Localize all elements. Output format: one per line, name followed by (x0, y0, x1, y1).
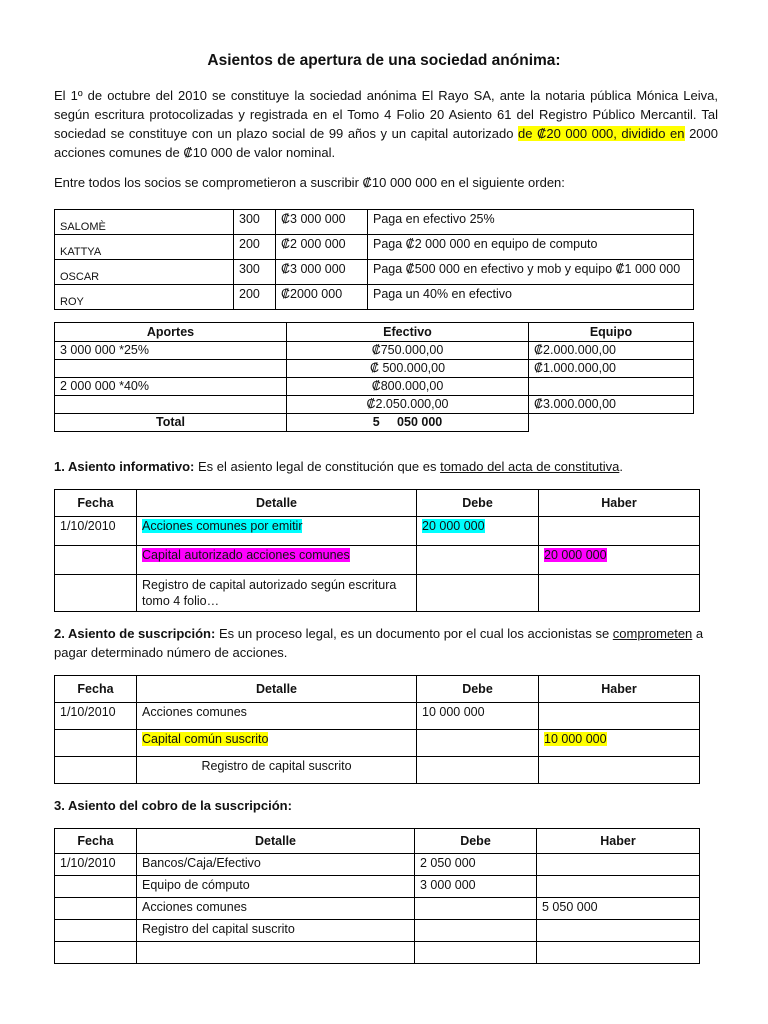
column-header: Detalle (137, 490, 417, 517)
date-cell (55, 546, 137, 575)
haber-cell (539, 546, 700, 575)
subscription-intro: Entre todos los socios se comprometieron a suscribir ₡10 000 000 en el siguiente orden: (54, 175, 565, 190)
equipo-cell: ₡1.000.000,00 (529, 360, 694, 378)
socio-monto: ₡2000 000 (276, 285, 368, 310)
column-header: Equipo (529, 323, 694, 342)
total-row (55, 414, 694, 432)
socio-detalle: Paga ₡500 000 en efectivo y mob y equipo ₡1 000 000 (368, 260, 694, 285)
detail-highlight: Capital común suscrito (142, 732, 269, 746)
efectivo-cell: ₡ 500.000,00 (287, 360, 529, 378)
debe-cell (417, 517, 539, 546)
socio-name: SALOMÈ (55, 210, 234, 235)
column-header: Detalle (137, 829, 415, 854)
debe-cell: 2 050 000 (415, 854, 537, 876)
section-label: 1. Asiento informativo: (54, 459, 195, 474)
socio-acciones: 300 (234, 210, 276, 235)
debe-cell (415, 920, 537, 942)
column-header: Haber (539, 676, 700, 703)
column-header: Debe (415, 829, 537, 854)
date-cell: 1/10/2010 (55, 703, 137, 730)
total-value: 5 050 000 (287, 414, 529, 432)
date-cell (55, 575, 137, 612)
haber-cell (537, 942, 700, 964)
empty-cell (529, 414, 694, 432)
efectivo-cell: ₡750.000,00 (287, 342, 529, 360)
detail-cell: Bancos/Caja/Efectivo (137, 854, 415, 876)
debe-cell (417, 546, 539, 575)
haber-highlight: 10 000 000 (544, 732, 607, 746)
socio-name: KATTYA (55, 235, 234, 260)
socio-name: OSCAR (55, 260, 234, 285)
table-row (55, 517, 700, 546)
intro-highlight: de ₡20 000 000, dividido en (517, 126, 685, 141)
table-row (55, 260, 694, 285)
socio-detalle: Paga en efectivo 25% (368, 210, 694, 235)
intro-text-2: 2000 acciones comunes de ₡10 000 de valor nominal. (54, 126, 718, 160)
table-row (55, 730, 700, 757)
debe-cell (417, 730, 539, 757)
table-row (55, 575, 700, 612)
intro-text-1: El 1º de octubre del 2010 se constituye la sociedad anónima El Rayo SA, ante la notaria pública Mónica Leiva, según escritura protocolizadas y registrada en el Tomo 4 Folio 20 Asiento 61 del Registro Público Mercantil. Tal sociedad se constituye con un plazo social de 99 años y un capital autorizado (54, 88, 718, 141)
haber-cell (539, 575, 700, 612)
table-row (55, 342, 694, 360)
detail-cell: Acciones comunes (137, 703, 417, 730)
haber-cell (539, 703, 700, 730)
table-row (55, 546, 700, 575)
section-3-heading (54, 796, 718, 815)
section-2-heading (54, 624, 718, 662)
detail-highlight: Acciones comunes por emitir (142, 519, 303, 533)
socio-monto: ₡2 000 000 (276, 235, 368, 260)
aportes-table (54, 322, 694, 432)
table-row (55, 396, 694, 414)
date-cell (55, 942, 137, 964)
table-row (55, 378, 694, 396)
detail-cell: Registro de capital autorizado según escritura tomo 4 folio… (137, 575, 417, 612)
detail-cell (137, 517, 417, 546)
table-header-row (55, 490, 700, 517)
section-label: 3. Asiento del cobro de la suscripción: (54, 798, 292, 813)
debe-cell (417, 575, 539, 612)
table-row (55, 757, 700, 784)
table-header-row (55, 676, 700, 703)
table-row (55, 235, 694, 260)
detail-cell (137, 942, 415, 964)
table-row (55, 360, 694, 378)
socio-acciones: 300 (234, 260, 276, 285)
socio-monto: ₡3 000 000 (276, 260, 368, 285)
total-label: Total (55, 414, 287, 432)
section-end: . (619, 459, 623, 474)
section-underline: tomado del acta de constitutiva (440, 459, 620, 474)
table-header-row (55, 829, 700, 854)
column-header: Fecha (55, 676, 137, 703)
table-row (55, 942, 700, 964)
socios-table (54, 209, 694, 310)
detail-cell: Equipo de cómputo (137, 876, 415, 898)
column-header: Aportes (55, 323, 287, 342)
haber-cell (537, 854, 700, 876)
socio-name: ROY (55, 285, 234, 310)
table-row (55, 703, 700, 730)
detail-cell: Registro de capital suscrito (137, 757, 417, 784)
column-header: Detalle (137, 676, 417, 703)
detail-cell (137, 730, 417, 757)
debe-cell (415, 898, 537, 920)
detail-cell (137, 546, 417, 575)
haber-cell (537, 876, 700, 898)
efectivo-cell: ₡800.000,00 (287, 378, 529, 396)
ledger-table-1 (54, 489, 700, 612)
table-row (55, 285, 694, 310)
socio-acciones: 200 (234, 285, 276, 310)
haber-cell: 5 050 000 (537, 898, 700, 920)
haber-highlight: 20 000 000 (544, 548, 607, 562)
socio-detalle: Paga ₡2 000 000 en equipo de computo (368, 235, 694, 260)
debe-cell: 3 000 000 (415, 876, 537, 898)
section-1-heading (54, 457, 718, 476)
table-row (55, 876, 700, 898)
detail-highlight: Capital autorizado acciones comunes (142, 548, 350, 562)
date-cell: 1/10/2010 (55, 854, 137, 876)
haber-cell (539, 517, 700, 546)
date-cell (55, 757, 137, 784)
column-header: Debe (417, 490, 539, 517)
aporte-cell (55, 360, 287, 378)
aporte-cell: 2 000 000 *40% (55, 378, 287, 396)
debe-cell: 10 000 000 (417, 703, 539, 730)
ledger-table-3 (54, 828, 700, 964)
section-text: Es el asiento legal de constitución que es (194, 459, 441, 474)
page-title: Asientos de apertura de una sociedad anónima: (207, 52, 561, 69)
equipo-cell: ₡2.000.000,00 (529, 342, 694, 360)
column-header: Efectivo (287, 323, 529, 342)
column-header: Fecha (55, 490, 137, 517)
table-row (55, 898, 700, 920)
haber-cell (539, 730, 700, 757)
date-cell (55, 730, 137, 757)
section-end: a pagar determinado número de acciones. (54, 626, 704, 660)
column-header: Debe (417, 676, 539, 703)
intro-paragraph (54, 86, 718, 162)
ledger-table-2 (54, 675, 700, 784)
detail-cell: Registro del capital suscrito (137, 920, 415, 942)
aporte-cell (55, 396, 287, 414)
socio-acciones: 200 (234, 235, 276, 260)
debe-cell (417, 757, 539, 784)
detail-cell: Acciones comunes (137, 898, 415, 920)
aporte-cell: 3 000 000 *25% (55, 342, 287, 360)
column-header: Fecha (55, 829, 137, 854)
equipo-cell (529, 378, 694, 396)
debe-highlight: 20 000 000 (422, 519, 485, 533)
table-header-row (55, 323, 694, 342)
section-label: 2. Asiento de suscripción: (54, 626, 216, 641)
section-text: Es un proceso legal, es un documento por el cual los accionistas se (215, 626, 613, 641)
section-underline: comprometen (612, 626, 693, 641)
socio-detalle: Paga un 40% en efectivo (368, 285, 694, 310)
date-cell (55, 920, 137, 942)
table-row (55, 920, 700, 942)
equipo-cell: ₡3.000.000,00 (529, 396, 694, 414)
date-cell (55, 876, 137, 898)
efectivo-cell: ₡2.050.000,00 (287, 396, 529, 414)
socio-monto: ₡3 000 000 (276, 210, 368, 235)
debe-cell (415, 942, 537, 964)
column-header: Haber (537, 829, 700, 854)
date-cell: 1/10/2010 (55, 517, 137, 546)
haber-cell (537, 920, 700, 942)
date-cell (55, 898, 137, 920)
haber-cell (539, 757, 700, 784)
column-header: Haber (539, 490, 700, 517)
table-row (55, 854, 700, 876)
table-row (55, 210, 694, 235)
